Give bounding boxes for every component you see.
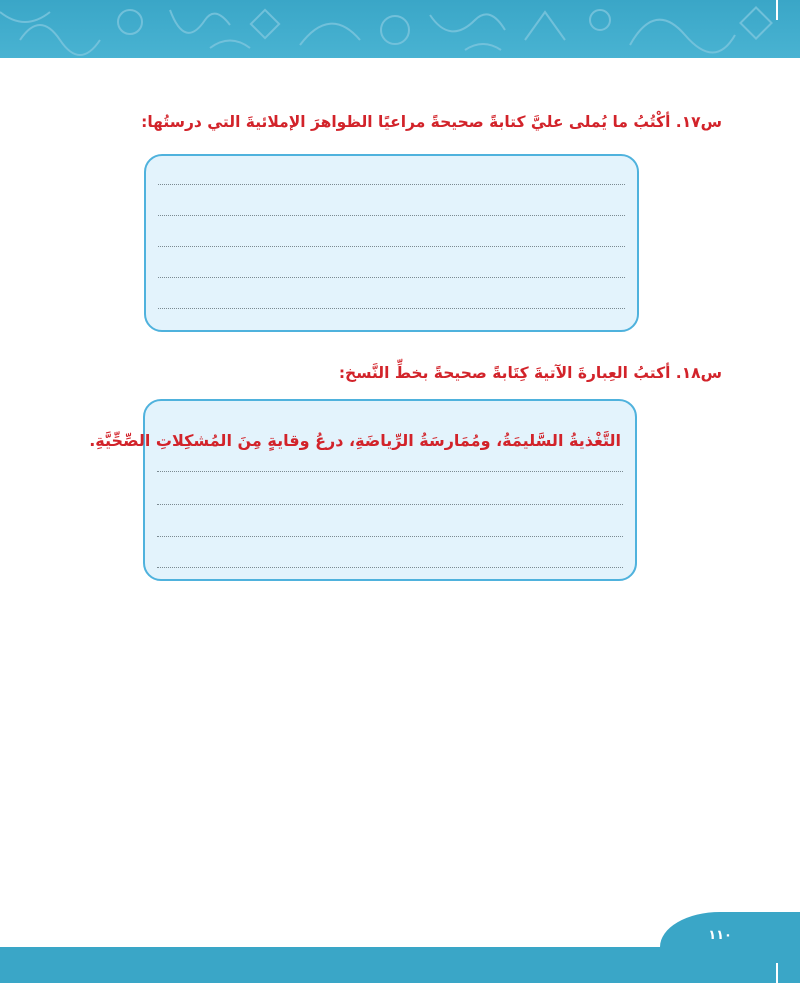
answer-line xyxy=(158,184,625,185)
answer-line xyxy=(158,215,625,216)
question-17-label: س١٧. أكْتُبُ ما يُملى عليَّ كتابةً صحيحةً مراعيًا الظواهرَ الإملائيةَ التي درستُها: xyxy=(141,113,722,131)
answer-line xyxy=(157,504,623,505)
header-pattern xyxy=(0,0,800,58)
question-18-sentence: التَّغْذيةُ السَّليمَةُ، ومُمَارسَةُ الرِّياضَةِ، درعُ وقايةٍ مِنَ المُشكِلاتِ الصِّحِّيَّةِ. xyxy=(89,431,621,450)
question-18-answer-box xyxy=(89,399,637,581)
question-18-label: س١٨. أكتبُ العِبارةَ الآتيةَ كِتَابةً صحيحةً بخطِّ النَّسخ: xyxy=(338,364,722,382)
crop-mark-top xyxy=(776,0,778,20)
answer-line xyxy=(158,277,625,278)
answer-line xyxy=(157,471,623,472)
answer-line xyxy=(158,246,625,247)
answer-line xyxy=(158,308,625,309)
footer-band xyxy=(0,947,800,983)
header-band xyxy=(0,0,800,58)
answer-line xyxy=(157,567,623,568)
page-number: ١١٠ xyxy=(708,928,732,943)
crop-mark-bottom xyxy=(776,963,778,983)
answer-line xyxy=(157,536,623,537)
question-17-answer-box xyxy=(144,154,639,332)
